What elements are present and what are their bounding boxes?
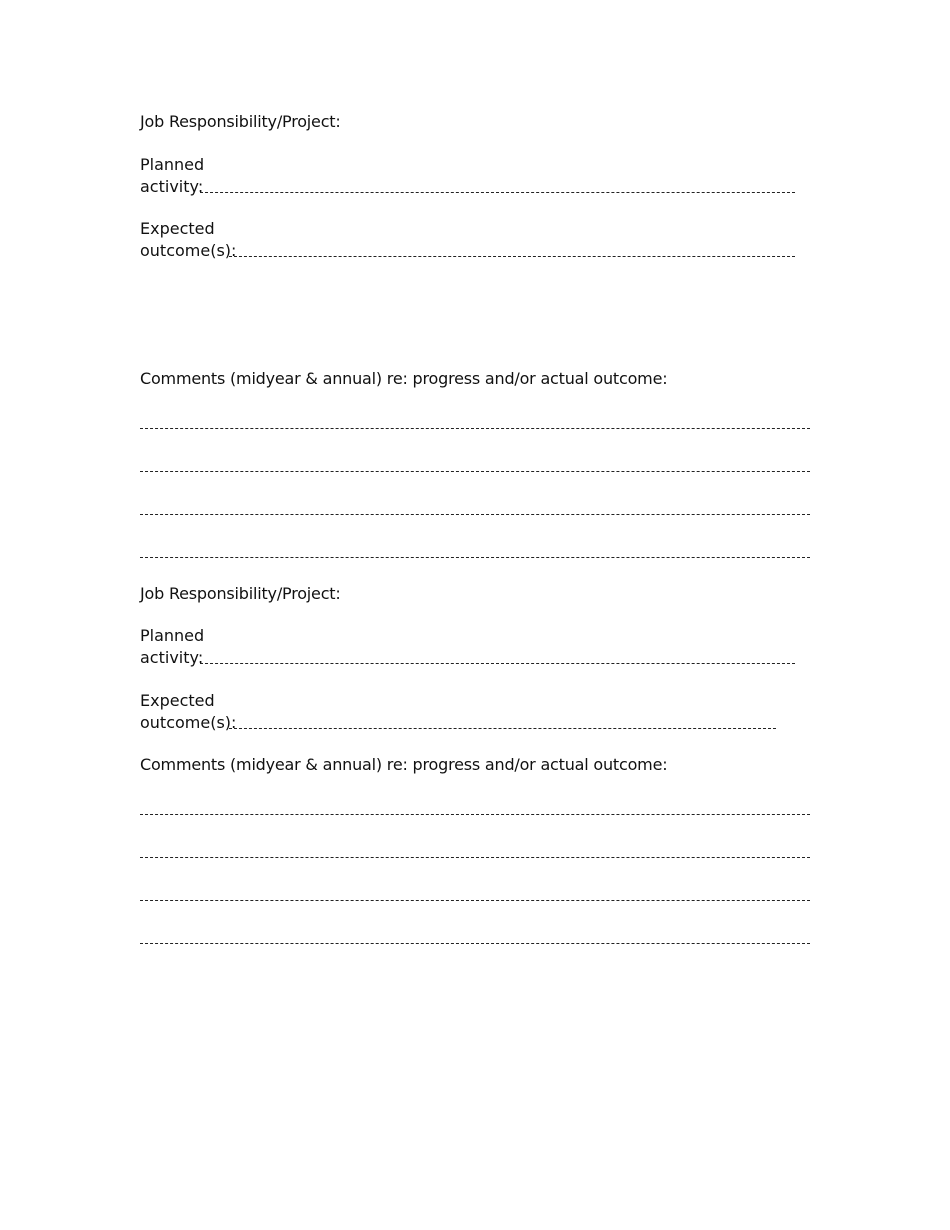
planned-label-line2: activity:	[140, 648, 204, 667]
expected-label-line1: Expected	[140, 691, 215, 710]
job-responsibility-heading-2: Job Responsibility/Project:	[140, 584, 341, 603]
planned-activity-field-2	[140, 625, 810, 669]
planned-label-line1: Planned	[140, 626, 205, 645]
expected-outcome-input-2[interactable]	[229, 728, 776, 729]
comment-line-2-2[interactable]	[140, 857, 810, 858]
expected-label-line2: outcome(s):	[140, 713, 237, 732]
job-block-2	[140, 0, 810, 960]
planned-label-line1: Planned	[140, 155, 205, 174]
comments-label-2: Comments (midyear & annual) re: progress and/or actual outcome:	[140, 755, 668, 774]
planned-label-line2: activity:	[140, 177, 204, 196]
comment-line-2-4[interactable]	[140, 943, 810, 944]
comment-line-2-1[interactable]	[140, 814, 810, 815]
job-responsibility-heading-1: Job Responsibility/Project:	[140, 112, 341, 131]
expected-outcome-field-2	[140, 690, 810, 734]
comments-label-1: Comments (midyear & annual) re: progress and/or actual outcome:	[140, 369, 668, 388]
comment-line-2-3[interactable]	[140, 900, 810, 901]
expected-label-line1: Expected	[140, 219, 215, 238]
planned-activity-input-2[interactable]	[200, 663, 795, 664]
expected-label-line2: outcome(s):	[140, 241, 237, 260]
